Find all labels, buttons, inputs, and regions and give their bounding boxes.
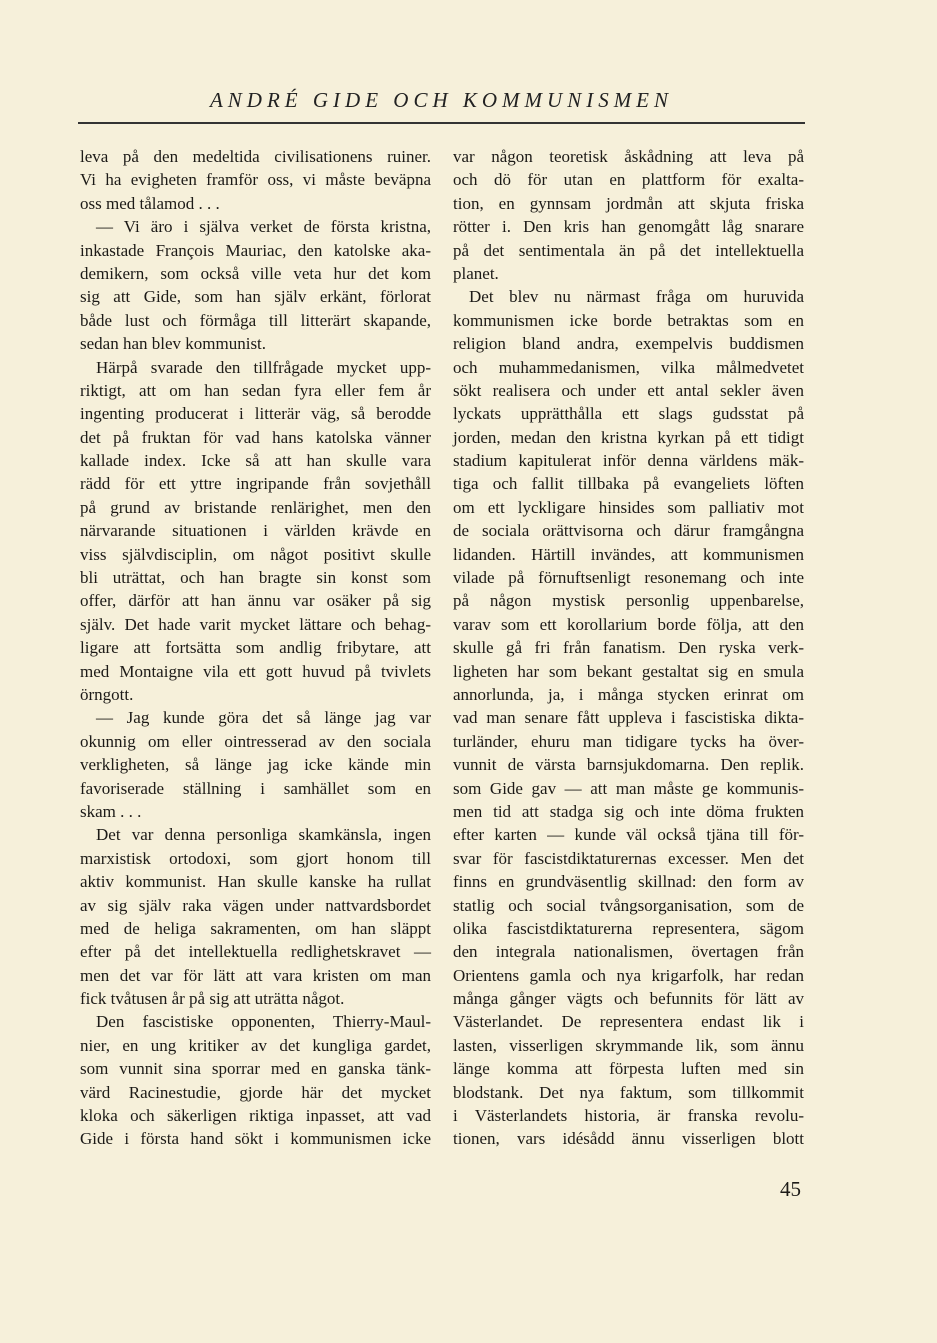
text-line: länge komma att förpesta luften med sin [453,1059,804,1079]
text-line: finns en grundväsentlig skillnad: den form av [453,872,804,892]
text-line: leva på den medeltida civilisationens ruiner. [80,147,431,166]
text-line: varav som ett korollarium borde följa, att den [453,614,804,634]
text-line: som Gide gav — att man måste ge kommunis- [453,778,804,798]
text-line: ligare att fortsätta som andlig fribytare, att [80,638,431,658]
text-line: ligheten har som bekant gestaltat sig en smula [453,661,804,681]
text-line: tiga och fallit tillbaka på evangeliets löften [453,474,804,494]
text-line: skulle gå fri från fanatism. Den ryska verk- [453,638,804,658]
text-line: Gide i första hand sökt i kommunismen icke [80,1129,431,1149]
text-line: olika fascistdiktaturerna representera, sägom [453,918,804,938]
text-line: själv. Det hade varit mycket lättare och behag- [80,614,431,634]
text-line: fick tvåtusen år på sig att uträtta något. [80,989,345,1009]
text-line: på det sentimentala än på det intellektuella [453,240,804,260]
header-rule [78,122,805,124]
left-column [80,145,431,1151]
text-line: sedan han blev kommunist. [80,334,267,354]
text-line: sökt realisera och under ett antal sekler även [453,380,804,400]
page-number: 45 [780,1177,801,1201]
text-line: lidanden. Härtill invändes, att kommunismen [453,544,804,564]
text-line: rädd för ett yttre ingripande från sovjethåll [80,474,431,494]
text-line: planet. [453,263,499,283]
text-line: Orientens gamla och nya krigarfolk, har redan [453,965,804,985]
text-line: Det var denna personliga skamkänsla, ingen [96,825,431,845]
text-line: de sociala orättvisorna och därur framgångna [453,521,804,541]
text-line: lyckats upprätthålla ett slags gudsstat på [453,404,804,424]
text-line: offer, därför att han ännu var osäker på sig [80,591,431,611]
text-line: skam . . . [80,801,142,821]
text-line: ingenting producerat i litterär väg, så berodde [80,404,431,424]
text-line: — Jag kunde göra det så länge jag var [96,708,431,728]
paragraph [80,706,431,823]
text-line: rötter i. Den kris han genomgått låg snarare [453,217,804,237]
text-line: med Montaigne vila ett gott huvud på tvivlets [80,661,431,681]
text-line: som vunnit sina sporrar med en ganska tänk- [80,1059,431,1079]
text-line: demikern, som också ville veta hur det kom [80,263,431,283]
text-line: i Västerlandets historia, är franska revolu- [453,1106,804,1126]
text-line: statlig och social tvångsorganisation, som de [453,895,804,915]
text-line: svar för fascistdiktaturernas excesser. Men det [453,848,804,868]
paragraph [80,215,431,355]
text-line: och muhammedanismen, vilka målmedvetet [453,357,804,377]
text-line: oss med tålamod . . . [80,193,220,213]
text-line: lasten, visserligen skrymmande lik, som ännu [453,1035,804,1055]
text-line: aktiv kommunist. Han skulle kanske ha rullat [80,872,431,892]
paragraph [80,823,431,1010]
text-line: stadium kapitulerat inför denna världens mäk- [453,451,804,471]
text-line: religion bland andra, exempelvis buddismen [453,334,804,354]
paragraph [453,145,804,285]
right-column [453,145,804,1151]
text-line: men tid att stadga sig och inte döma frukten [453,801,804,821]
text-line: Härpå svarade den tillfrågade mycket upp- [96,357,431,377]
text-line: kallade index. Icke så att han skulle vara [80,451,431,471]
text-line: vunnit de värsta barnsjukdomarna. Den replik. [453,755,804,775]
text-line: marxistisk ortodoxi, som gjort honom till [80,848,431,868]
paragraph [453,285,804,1150]
text-line: det på fruktan för vad hans katolska vänner [80,427,431,447]
text-line: på någon mystisk personlig uppenbarelse, [453,591,804,611]
paragraph [80,356,431,707]
text-line: vilade på förnuftsenligt resonemang och inte [453,568,804,588]
text-line: verkligheten, så länge jag icke kände min [80,755,431,775]
text-line: jorden, medan den kristna kyrkan på ett tidigt [453,427,804,447]
text-line: bli uträttat, och han bragte sin konst som [80,568,431,588]
text-line: av sig själv raka vägen under nattvardsbordet [80,895,431,915]
text-line: Västerlandet. De representera endast lik i [453,1012,804,1032]
running-header: ANDRÉ GIDE OCH KOMMUNISMEN [209,88,674,112]
text-line: många gånger vägts och befunnits för lätt av [453,989,804,1009]
text-line: värd Racinestudie, gjorde här det mycket [80,1082,431,1102]
text-line: favoriserade ställning i samhället som en [80,778,431,798]
text-line: Den fascistiske opponenten, Thierry-Maul- [96,1012,431,1032]
text-line: nier, en ung kritiker av det kungliga gardet, [80,1035,431,1055]
paragraph [80,1010,431,1150]
text-line: — Vi äro i själva verket de första kristna, [96,217,431,237]
text-line: var någon teoretisk åskådning att leva på [453,147,804,166]
text-line: tion, en gynnsam jordmån att skjuta friska [453,193,804,213]
text-line: och dö för utan en plattform för exalta- [453,170,804,190]
text-line: inkastade François Mauriac, den katolske aka- [80,240,431,260]
text-line: viss självdisciplin, om något positivt skulle [80,544,431,564]
text-line: kommunismen icke borde betraktas som en [453,310,804,330]
text-line: den integrala nationalismen, övertagen från [453,942,804,962]
text-line: sig att Gide, som han själv erkänt, förlorat [80,287,431,307]
text-line: efter på det intellektuella redlighetskravet — [80,942,431,962]
text-line: med de heliga sakramenten, om han släppt [80,918,431,938]
text-line: Vi ha evigheten framför oss, vi måste beväpna [80,170,431,190]
text-line: tionen, vars idésådd ännu visserligen blott [453,1129,804,1149]
text-line: vad man senare fått uppleva i fascistiska dikta- [453,708,804,728]
text-line: på grund av bristande renlärighet, men den [80,497,431,517]
text-line: om ett lyckligare hinsides som palliativ mot [453,497,804,517]
text-line: örngott. [80,684,134,704]
text-line: turländer, ehuru man tidigare tycks ha över- [453,731,804,751]
paragraph [80,145,431,215]
text-line: Det blev nu närmast fråga om huruvida [469,287,804,307]
text-line: kloka och säkerligen riktiga inpasset, att vad [80,1106,431,1126]
text-line: efter karten — kunde väl också tjäna till för- [453,825,804,845]
text-line: annorlunda, ja, i många stycken erinrat om [453,684,804,704]
text-line: okunnig om eller ointresserad av den sociala [80,731,431,751]
text-line: men det var för lätt att vara kristen om man [80,965,431,985]
text-line: riktigt, att om han sedan fyra eller fem år [80,380,431,400]
text-line: blodstank. Det nya faktum, som tillkommit [453,1082,804,1102]
text-line: närvarande situationen i världen krävde en [80,521,431,541]
text-line: både lust och förmåga till litterärt skapande, [80,310,431,330]
